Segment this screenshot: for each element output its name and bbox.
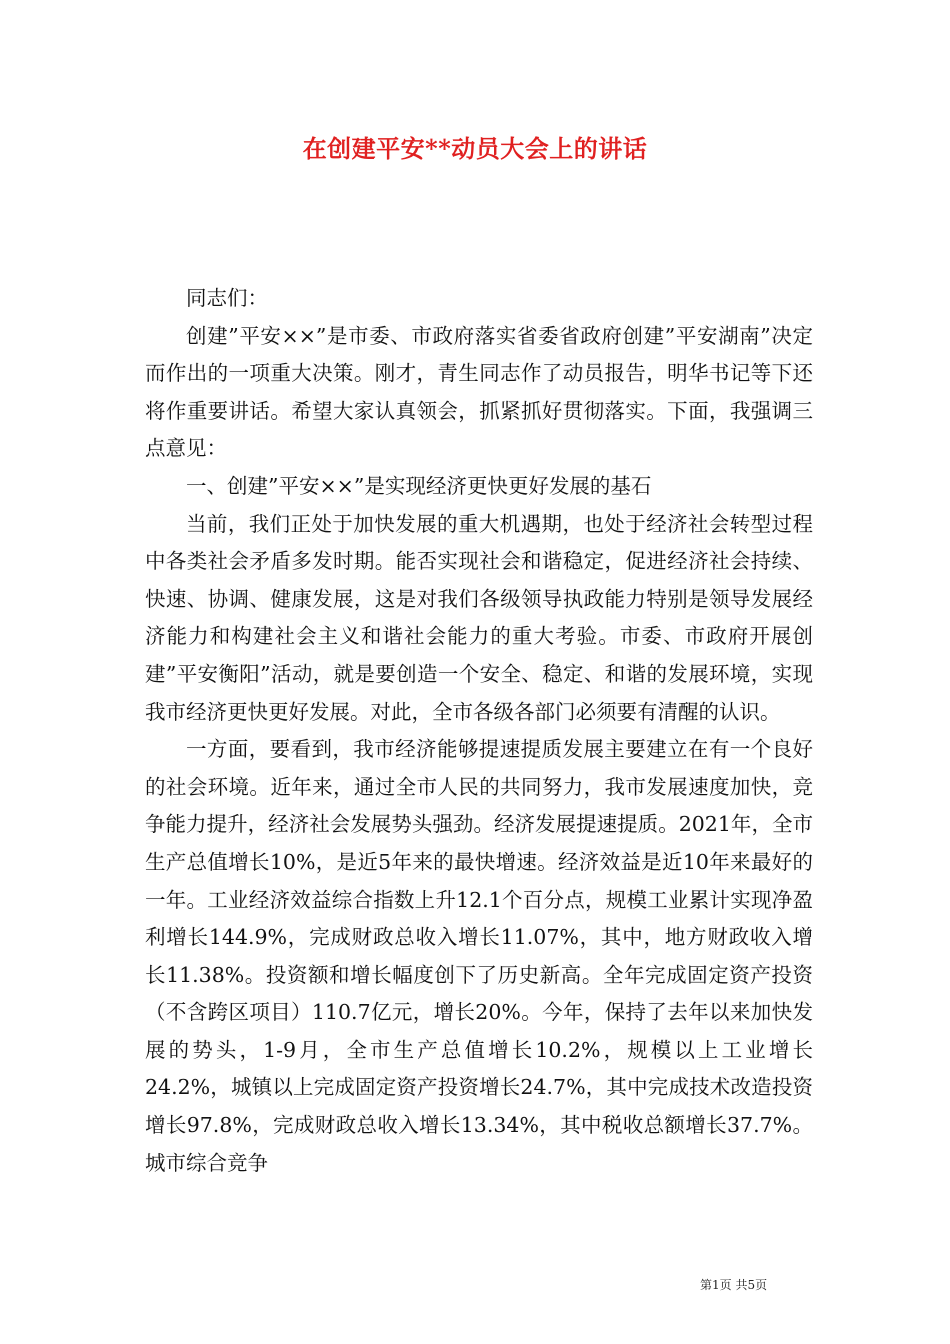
document-body <box>145 280 813 1182</box>
body-paragraph: 一方面，要看到，我市经济能够提速提质发展主要建立在有一个良好的社会环境。近年来，通过全市人民的共同努力，我市发展速度加快，竞争能力提升，经济社会发展势头强劲。经济发展提速提质。2021年，全市生产总值增长10%，是近5年来的最快增速。经济效益是近10年来最好的一年。工业经济效益综合指数上升12.1个百分点，规模工业累计实现净盈利增长144.9%，完成财政总收入增长11.07%，其中，地方财政收入增长11.38%。投资额和增长幅度创下了历史新高。全年完成固定资产投资（不含跨区项目）110.7亿元，增长20%。今年，保持了去年以来加快发展的势头，1-9月，全市生产总值增长10.2%，规模以上工业增长24.2%，城镇以上完成固定资产投资增长24.7%，其中完成技术改造投资增长97.8%，完成财政总收入增长13.34%，其中税收总额增长37.7%。城市综合竞争 <box>145 737 813 1175</box>
section-heading: 一、创建”平安××”是实现经济更快更好发展的基石 <box>186 473 652 498</box>
body-paragraph: 创建”平安××”是市委、市政府落实省委省政府创建”平安湖南”决定而作出的一项重大决策。刚才，青生同志作了动员报告，明华书记等下还将作重要讲话。希望大家认真领会，抓紧抓好贯彻落实。下面，我强调三点意见： <box>145 323 813 461</box>
page-number-footer: 第1页 共5页 <box>700 1278 768 1292</box>
document-title: 在创建平安**动员大会上的讲话 <box>302 134 648 163</box>
salutation-paragraph: 同志们： <box>186 286 268 310</box>
body-paragraph: 当前，我们正处于加快发展的重大机遇期，也处于经济社会转型过程中各类社会矛盾多发时期。能否实现社会和谐稳定，促进经济社会持续、快速、协调、健康发展，这是对我们各级领导执政能力特别是领导发展经济能力和构建社会主义和谐社会能力的重大考验。市委、市政府开展创建”平安衡阳”活动，就是要创造一个安全、稳定、和谐的发展环境，实现我市经济更快更好发展。对此，全市各级各部门必须要有清醒的认识。 <box>145 511 813 724</box>
